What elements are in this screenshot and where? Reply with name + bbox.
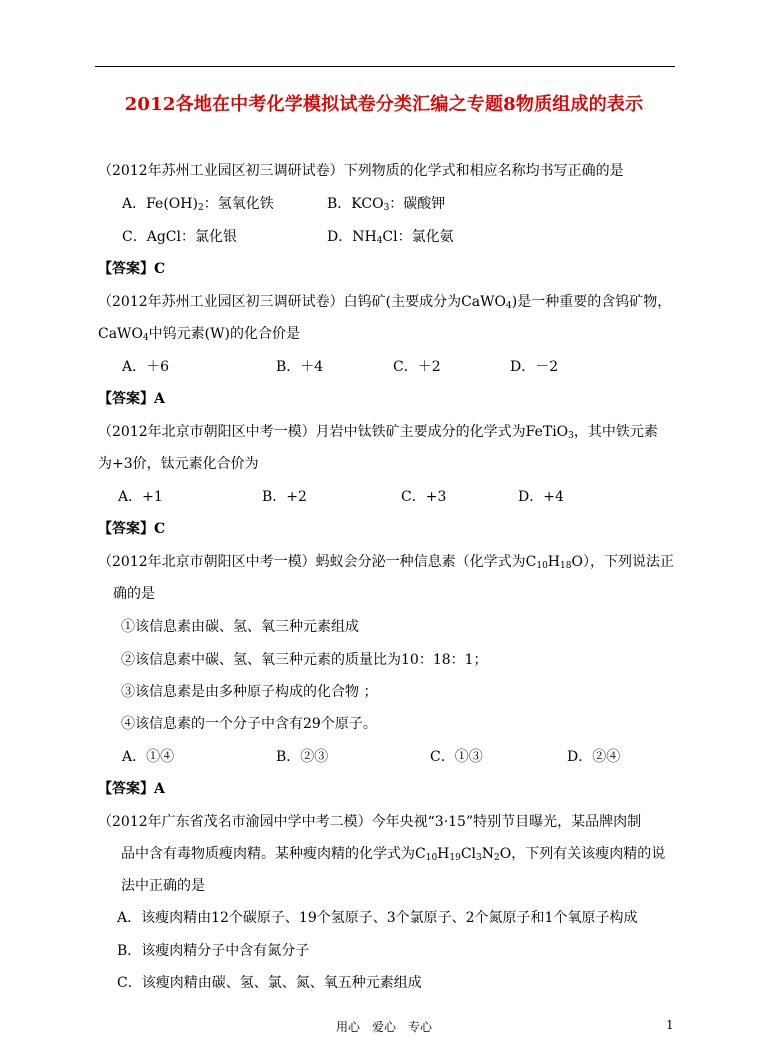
q3-answer: 【答案】C xyxy=(98,521,166,537)
q4-answer: 【答案】A xyxy=(98,781,165,797)
q4-stem-line2: 确的是 xyxy=(113,586,155,602)
q4-option-c: C．①③ xyxy=(430,749,483,765)
q4-statement-2: ②该信息素中碳、氢、氧三种元素的质量比为10：18：1； xyxy=(121,652,488,668)
q5-stem-line2: 品中含有毒物质瘦肉精。某种瘦肉精的化学式为$C_{10}H_{19}Cl_3N_2O$，下列有关该瘦肉精的说 xyxy=(121,846,666,863)
q1-option-b: B．$KCO_3$：碳酸钾 xyxy=(327,196,446,213)
q2-option-b: B．＋4 xyxy=(276,359,324,375)
q5-stem-line3: 法中正确的是 xyxy=(121,878,205,894)
q1-option-c: C．AgCl：氯化银 xyxy=(122,229,237,245)
q1-stem: （2012年苏州工业园区初三调研试卷）下列物质的化学式和相应名称均书写正确的是 xyxy=(98,163,624,179)
q2-stem-line1: （2012年苏州工业园区初三调研试卷）白钨矿(主要成分为CaWO$_4$)是一种重要的含钨矿物， xyxy=(98,294,672,311)
q3-stem-line2: 为+3价，钛元素化合价为 xyxy=(98,456,259,472)
q4-option-d: D．②④ xyxy=(567,749,621,765)
q2-option-d: D．－2 xyxy=(510,359,559,375)
q1-option-a: A．$Fe(OH)_2$：氢氧化铁 xyxy=(122,196,274,213)
q3-option-d: D．+4 xyxy=(518,489,564,505)
q5-option-b: B．该瘦肉精分子中含有氮分子 xyxy=(117,943,310,959)
q3-option-a: A．+1 xyxy=(118,489,163,505)
q4-stem-line1: （2012年北京市朝阳区中考一模）蚂蚁会分泌一种信息素（化学式为$C_{10}H_{18}O$），下列说法正 xyxy=(98,554,674,571)
q1-option-d: D．$NH_4Cl$：氯化氨 xyxy=(327,229,454,246)
q5-stem-line1: （2012年广东省茂名市渝园中学中考二模）今年央视“3·15”特别节目曝光，某品牌肉制 xyxy=(98,814,642,830)
q1-answer: 【答案】C xyxy=(98,261,166,277)
q3-stem-line1: （2012年北京市朝阳区中考一模）月岩中钛铁矿主要成分的化学式为FeTiO$_3$，其中铁元素 xyxy=(98,424,658,441)
q2-stem-line2: CaWO$_4$中钨元素(W)的化合价是 xyxy=(98,326,300,343)
q4-statement-1: ①该信息素由碳、氢、氧三种元素组成 xyxy=(121,619,359,635)
q3-option-b: B．+2 xyxy=(262,489,307,505)
page-number: 1 xyxy=(666,1018,674,1032)
page-footer: 用心 爱心 专心 xyxy=(335,1020,432,1034)
q2-answer: 【答案】A xyxy=(98,391,165,407)
q5-option-c: C．该瘦肉精由碳、氢、氯、氮、氧五种元素组成 xyxy=(117,975,422,991)
q3-option-c: C．+3 xyxy=(401,489,447,505)
q4-statement-4: ④该信息素的一个分子中含有29个原子。 xyxy=(121,716,377,732)
q2-option-c: C．＋2 xyxy=(393,359,441,375)
q4-statement-3: ③该信息素是由多种原子构成的化合物 ； xyxy=(121,684,378,700)
header-rule xyxy=(95,66,675,67)
q4-option-b: B．②③ xyxy=(276,749,329,765)
page-title: 2012各地在中考化学模拟试卷分类汇编之专题8物质组成的表示 xyxy=(124,94,644,115)
q5-option-a: A．该瘦肉精由12个碳原子、19个氢原子、3个氯原子、2个氮原子和1个氧原子构成 xyxy=(117,910,638,926)
q2-option-a: A．＋6 xyxy=(122,359,170,375)
q4-option-a: A．①④ xyxy=(122,749,175,765)
